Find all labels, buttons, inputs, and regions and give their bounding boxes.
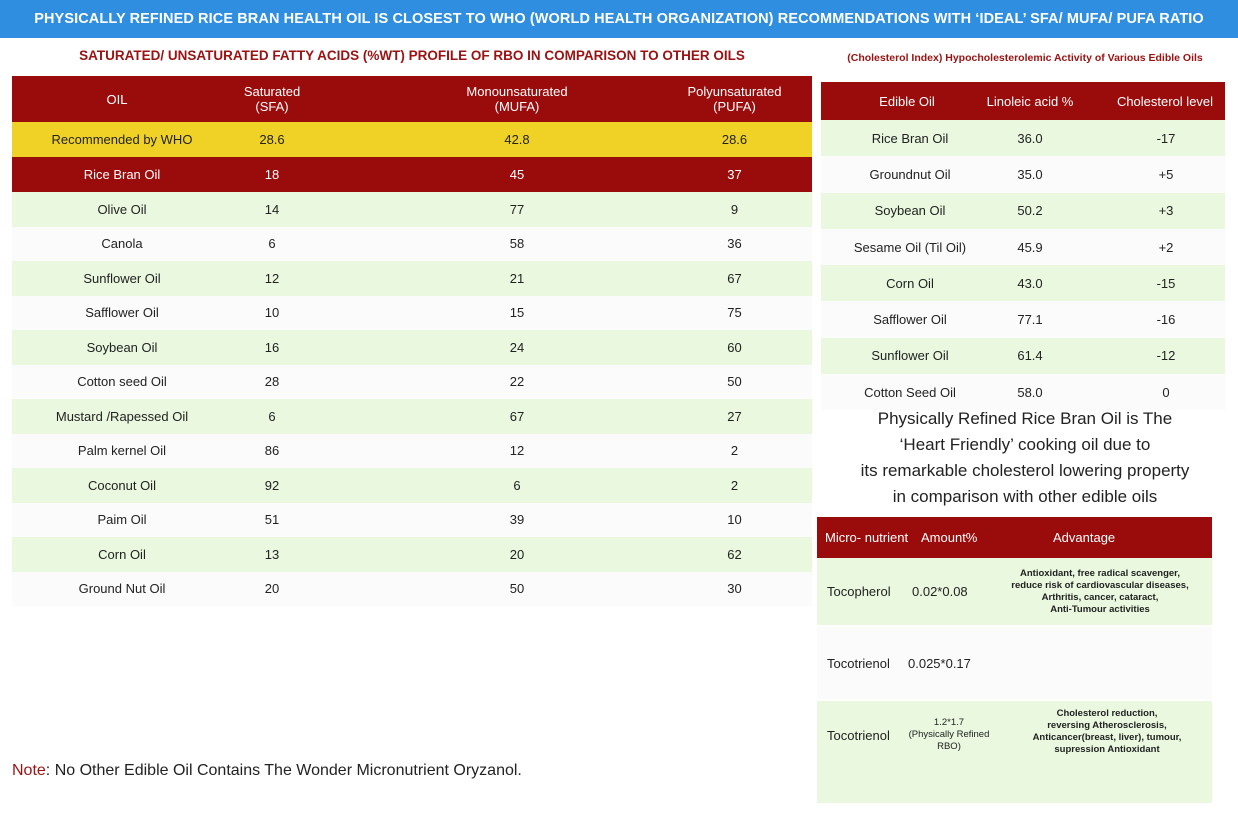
table-row: [12, 503, 812, 538]
row-mufa: 12: [509, 443, 525, 459]
row-oil: Mustard /Rapessed Oil: [55, 408, 189, 424]
table-row: [12, 227, 812, 262]
row-mufa: 45: [509, 167, 525, 182]
table-row: [821, 265, 1225, 301]
row-pufa: 37: [727, 167, 742, 182]
row-pufa: 36: [727, 236, 742, 252]
row-sfa: 92: [264, 477, 280, 493]
table-row: [821, 120, 1225, 156]
row-linoleic: 43.0: [1017, 275, 1043, 291]
row-sfa: 86: [264, 443, 280, 459]
note-label: Note: [12, 762, 46, 779]
row-level: +3: [1158, 203, 1174, 219]
row-linoleic: 61.4: [1017, 348, 1043, 364]
row-pufa: 62: [727, 546, 742, 562]
page-banner: PHYSICALLY REFINED RICE BRAN HEALTH OIL IS CLOSEST TO WHO (WORLD HEALTH ORGANIZATION) RECOMMENDATIONS WITH ‘IDEAL’ SFA/ MUFA/ PUFA RATIO: [0, 0, 1238, 38]
row-micronutrient: Tocopherol: [827, 584, 891, 599]
row-pufa: 27: [727, 408, 742, 424]
row-oil: Coconut Oil: [88, 477, 156, 493]
row-oil: Ground Nut Oil: [78, 581, 166, 597]
row-sfa: 10: [264, 305, 280, 321]
row-mufa: 39: [509, 512, 525, 528]
statement-line: its remarkable cholesterol lowering property: [860, 461, 1190, 480]
table-row: [12, 468, 812, 503]
row-advantage: Cholesterol reduction, reversing Atherosclerosis, Anticancer(breast, liver), tumour, supression Antioxidant: [1032, 708, 1182, 755]
table-row: [821, 301, 1225, 337]
row-oil: Soybean Oil: [874, 203, 946, 219]
row-mufa: 21: [509, 270, 525, 286]
header-edible-oil: Edible Oil: [879, 93, 935, 109]
row-oil: Paim Oil: [97, 512, 147, 528]
table-row: [821, 338, 1225, 374]
table-row: [12, 537, 812, 572]
row-oil: Canola: [101, 236, 143, 252]
table-row: [817, 701, 1212, 803]
row-level: -16: [1156, 312, 1176, 328]
row-advantage: [985, 627, 1215, 699]
row-pufa: 50: [727, 374, 742, 390]
row-mufa: 6: [513, 477, 521, 493]
row-linoleic: 45.9: [1017, 239, 1043, 255]
row-mufa: 24: [509, 339, 525, 355]
table-row: [12, 572, 812, 607]
row-amount: 0.02*0.08: [912, 584, 968, 599]
table-row: [12, 434, 812, 469]
row-sfa: 6: [268, 236, 276, 252]
header-sfa: Saturated (SFA): [243, 84, 301, 114]
row-oil: Cotton seed Oil: [77, 374, 167, 390]
row-sfa: 16: [264, 339, 280, 355]
row-micronutrient: Tocotrienol: [827, 655, 890, 671]
statement-line: Physically Refined Rice Bran Oil is The: [877, 409, 1173, 428]
row-mufa: 22: [509, 374, 525, 390]
header-mufa: Monounsaturated (MUFA): [466, 84, 568, 114]
row-oil: Sesame Oil (Til Oil): [853, 239, 967, 255]
row-pufa: 9: [730, 201, 739, 217]
micronutrient-table: [817, 517, 1212, 803]
row-mufa: 58: [509, 236, 525, 252]
row-linoleic: 36.0: [1017, 130, 1043, 146]
row-oil: Recommended by WHO: [51, 132, 193, 147]
row-level: +5: [1158, 166, 1174, 182]
header-micronutrient: Micro- nutrient: [825, 530, 909, 545]
row-pufa: 2: [730, 477, 739, 493]
row-pufa: 30: [727, 581, 742, 597]
table-row: [821, 156, 1225, 192]
row-mufa: 77: [509, 201, 525, 217]
table-row: [817, 558, 1212, 625]
cholesterol-header-row: [821, 82, 1225, 120]
table-row: [821, 374, 1225, 410]
row-oil: Safflower Oil: [85, 305, 159, 321]
row-amount: 1.2*1.7 (Physically Refined RBO): [908, 717, 990, 752]
fatty-acid-header-row: [12, 76, 812, 122]
table-row: [821, 193, 1225, 229]
row-sfa: 13: [264, 546, 280, 562]
row-oil: Corn Oil: [886, 275, 934, 291]
row-mufa: 42.8: [504, 132, 530, 147]
row-level: -15: [1156, 275, 1176, 291]
note-text: : No Other Edible Oil Contains The Wonder Micronutrient Oryzanol.: [45, 762, 522, 779]
table-row: [12, 365, 812, 400]
row-oil: Safflower Oil: [873, 312, 947, 328]
table-row: [817, 627, 1212, 699]
table-row: [12, 261, 812, 296]
row-pufa: 28.6: [721, 132, 748, 147]
row-level: -12: [1156, 348, 1176, 364]
table-row: [821, 229, 1225, 265]
statement-line: ‘Heart Friendly’ cooking oil due to: [899, 435, 1151, 454]
row-sfa: 14: [264, 201, 280, 217]
row-amount: 0.025*0.17: [908, 655, 971, 671]
heart-friendly-statement: [816, 406, 1234, 510]
row-mufa: 15: [509, 305, 525, 321]
who-recommended-row: [12, 122, 812, 157]
header-oil: OIL: [106, 91, 128, 107]
oryzanol-note: [12, 762, 522, 780]
row-oil: Sunflower Oil: [871, 348, 949, 364]
row-oil: Rice Bran Oil: [871, 130, 949, 146]
header-linoleic: Linoleic acid %: [986, 93, 1074, 109]
header-cholesterol-level: Cholesterol level: [1116, 93, 1214, 109]
row-linoleic: 35.0: [1017, 166, 1043, 182]
row-sfa: 51: [264, 512, 280, 528]
row-pufa: 2: [730, 443, 739, 459]
row-linoleic: 58.0: [1017, 384, 1043, 400]
row-level: 0: [1162, 384, 1170, 400]
row-advantage: Antioxidant, free radical scavenger, reduce risk of cardiovascular diseases, Arthritis, cancer, cataract, Anti-Tumour activities: [1011, 567, 1189, 615]
row-oil: Palm kernel Oil: [77, 443, 167, 459]
row-linoleic: 77.1: [1017, 312, 1043, 328]
row-sfa: 28.6: [259, 132, 285, 147]
row-oil: Groundnut Oil: [869, 166, 951, 182]
table-row: [12, 296, 812, 331]
row-pufa: 67: [727, 270, 742, 286]
row-oil: Soybean Oil: [86, 339, 158, 355]
row-sfa: 18: [264, 167, 280, 182]
row-pufa: 60: [727, 339, 742, 355]
row-oil: Olive Oil: [97, 201, 147, 217]
row-oil: Corn Oil: [98, 546, 146, 562]
row-sfa: 6: [268, 408, 276, 424]
row-mufa: 67: [509, 408, 525, 424]
row-sfa: 28: [264, 374, 280, 390]
cholesterol-table-title: (Cholesterol Index) Hypocholesterolemic Activity of Various Edible Oils: [847, 52, 1203, 64]
table-row: [12, 192, 812, 227]
fatty-acid-table-title: SATURATED/ UNSATURATED FATTY ACIDS (%WT) PROFILE OF RBO IN COMPARISON TO OTHER OILS: [79, 48, 745, 63]
row-oil: Cotton Seed Oil: [864, 384, 956, 400]
row-pufa: 75: [727, 305, 742, 321]
row-mufa: 50: [509, 581, 525, 597]
micronutrient-header-row: [817, 517, 1212, 558]
row-pufa: 10: [727, 512, 742, 528]
header-amount: Amount%: [921, 530, 978, 545]
row-level: -17: [1156, 130, 1176, 146]
row-micronutrient: Tocotrienol: [827, 727, 890, 743]
table-row: [12, 330, 812, 365]
header-advantage: Advantage: [1053, 530, 1116, 545]
statement-line: in comparison with other edible oils: [892, 487, 1158, 506]
fatty-acid-table: [12, 76, 812, 606]
table-row: [12, 399, 812, 434]
cholesterol-table: [821, 82, 1225, 410]
header-pufa: Polyunsaturated (PUFA): [687, 84, 782, 114]
row-linoleic: 50.2: [1017, 203, 1043, 219]
row-oil: Sunflower Oil: [83, 270, 161, 286]
row-oil: Rice Bran Oil: [83, 167, 161, 182]
row-level: +2: [1158, 239, 1174, 255]
rice-bran-oil-row: [12, 157, 812, 192]
row-sfa: 20: [264, 581, 280, 597]
row-mufa: 20: [509, 546, 525, 562]
row-sfa: 12: [264, 270, 280, 286]
